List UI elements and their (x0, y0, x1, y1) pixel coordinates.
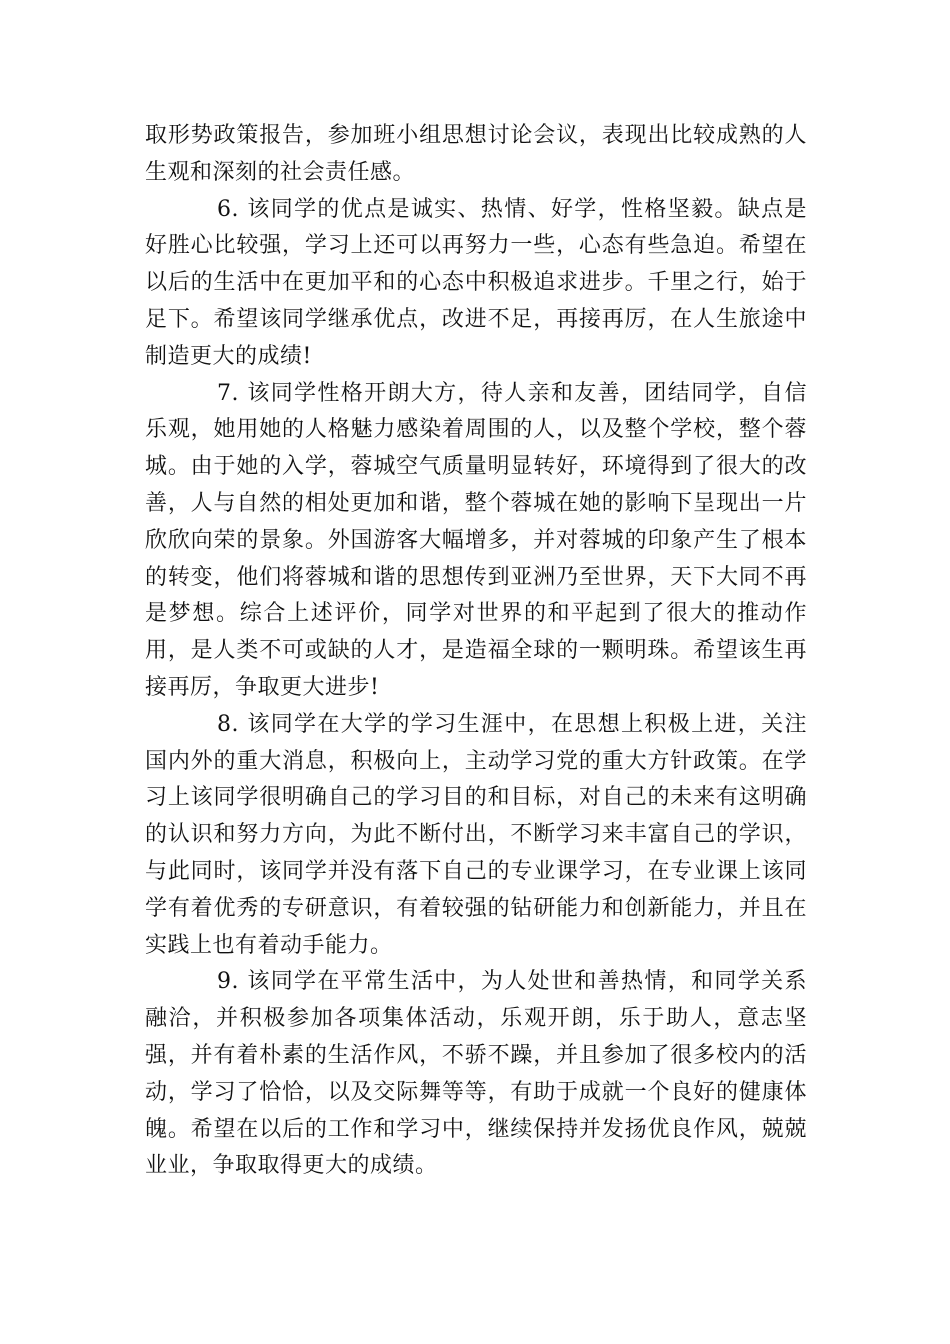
document-body (145, 118, 807, 1185)
paragraph-item-7: 7. 该同学性格开朗大方，待人亲和友善，团结同学，自信乐观，她用她的人格魅力感染着周围的人，以及整个学校，整个蓉城。由于她的入学，蓉城空气质量明显转好，环境得到了很大的改善，人与自然的相处更加和谐，整个蓉城在她的影响下呈现出一片欣欣向荣的景象。外国游客大幅增多，并对蓉城的印象产生了根本的转变，他们将蓉城和谐的思想传到亚洲乃至世界，天下大同不再是梦想。综合上述评价，同学对世界的和平起到了很大的推动作用，是人类不可或缺的人才，是造福全球的一颗明珠。希望该生再接再厉，争取更大进步! (145, 380, 807, 700)
paragraph-item-9: 9. 该同学在平常生活中，为人处世和善热情，和同学关系融洽，并积极参加各项集体活动，乐观开朗，乐于助人，意志坚强，并有着朴素的生活作风，不骄不躁，并且参加了很多校内的活动，学习了恰恰，以及交际舞等等，有助于成就一个良好的健康体魄。希望在以后的工作和学习中，继续保持并发扬优良作风，兢兢业业，争取取得更大的成绩。 (145, 969, 807, 1179)
paragraph-continuation: 取形势政策报告，参加班小组思想讨论会议，表现出比较成熟的人生观和深刻的社会责任感。 (145, 123, 807, 185)
paragraph-item-6: 6. 该同学的优点是诚实、热情、好学，性格坚毅。缺点是好胜心比较强，学习上还可以再努力一些，心态有些急迫。希望在以后的生活中在更加平和的心态中积极追求进步。千里之行，始于足下。希望该同学继承优点，改进不足，再接再厉，在人生旅途中制造更大的成绩! (145, 196, 807, 369)
paragraph-item-8: 8. 该同学在大学的学习生涯中，在思想上积极上进，关注国内外的重大消息，积极向上，主动学习党的重大方针政策。在学习上该同学很明确自己的学习目的和目标，对自己的未来有这明确的认识和努力方向，为此不断付出，不断学习来丰富自己的学识，与此同时，该同学并没有落下自己的专业课学习，在专业课上该同学有着优秀的专研意识，有着较强的钻研能力和创新能力，并且在实践上也有着动手能力。 (145, 711, 807, 958)
